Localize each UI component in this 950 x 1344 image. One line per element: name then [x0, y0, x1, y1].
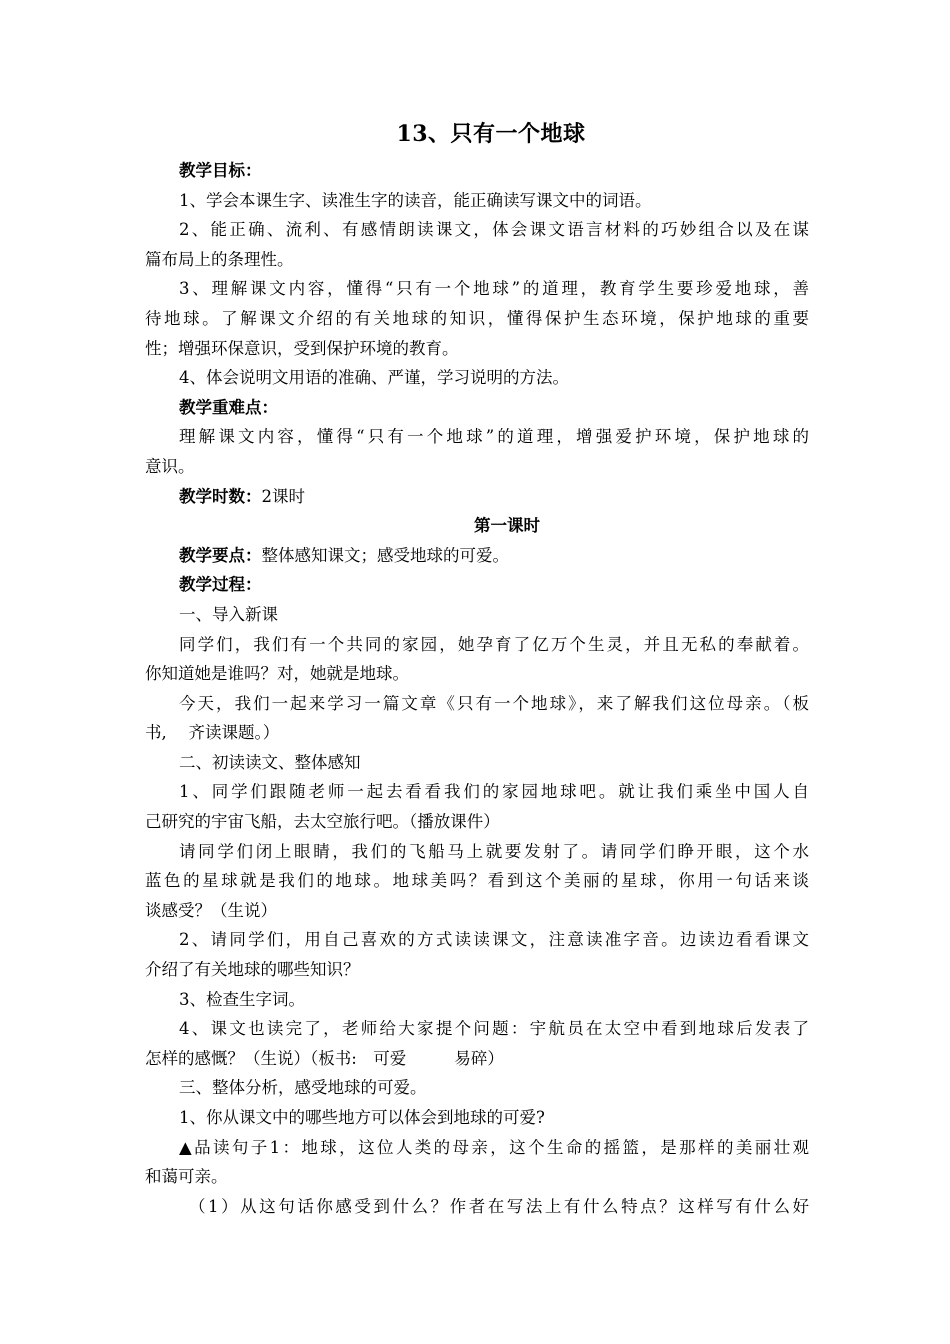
section-3-item-1: 1、你从课文中的哪些地方可以体会到地球的可爱?	[179, 1108, 545, 1127]
objective-item-2-line-1: 2、能正确、流利、有感情朗读课文，体会课文语言材料的巧妙组合以及在谋	[179, 220, 809, 240]
key-points-line-2: 意识。	[145, 456, 195, 476]
section-2-title: 二、初读读文、整体感知	[179, 752, 361, 772]
section-2-item-1-line-1: 1、同学们跟随老师一起去看看我们的家园地球吧。就让我们乘坐中国人自	[179, 782, 809, 802]
section-2-item-3: 3、检查生字词。	[179, 989, 305, 1009]
section-2-item-2-line-1: 2、请同学们，用自己喜欢的方式读读课文，注意读准字音。边读边看看课文	[179, 930, 809, 950]
objectives-heading: 教学目标：	[179, 161, 262, 180]
section-2-item-1-line-2: 己研究的宇宙飞船，去太空旅行吧。（播放课件）	[145, 812, 500, 832]
objective-item-2-line-2: 篇布局上的条理性。	[145, 249, 294, 269]
section-2-paragraph-line-3: 谈感受？（生说）	[145, 900, 277, 920]
document-page	[145, 118, 809, 1221]
section-1-title: 一、导入新课	[179, 604, 278, 624]
section-1-paragraph-2-line-2: 书, 齐读课题。）	[145, 723, 280, 743]
objective-item-3-line-1: 3、理解课文内容，懂得“只有一个地球”的道理，教育学生要珍爱地球，善	[179, 279, 809, 299]
section-2-item-4-line-2	[145, 1044, 809, 1074]
objective-item-3-line-3: 性；增强环保意识，受到保护环境的教育。	[145, 338, 459, 358]
section-2-item-2-line-2: 介绍了有关地球的哪些知识？	[145, 960, 360, 980]
section-1-paragraph-2-line-1: 今天，我们一起来学习一篇文章《只有一个地球》，来了解我们这位母亲。（板	[179, 693, 809, 713]
document-title: 13、只有一个地球	[396, 121, 586, 147]
lesson-1-focus-value: 整体感知课文；感受地球的可爱。	[261, 545, 509, 565]
teaching-hours-value: 2课时	[261, 486, 305, 506]
process-heading: 教学过程：	[179, 575, 262, 595]
lesson-1-heading: 第一课时	[474, 516, 540, 536]
section-3-title: 三、整体分析，感受地球的可爱。	[179, 1078, 427, 1098]
section-2-item-4-line-1: 4、课文也读完了，老师给大家提个问题：宇航员在太空中看到地球后发表了	[179, 1019, 809, 1039]
section-1-paragraph-1-line-2: 你知道她是谁吗？对，她就是地球。	[145, 664, 409, 684]
section-2-paragraph-line-1: 请同学们闭上眼睛，我们的飞船马上就要发射了。请同学们睁开眼，这个水	[179, 841, 809, 861]
section-2-item-4-line-2-part-b: 易碎）	[454, 1048, 504, 1068]
lesson-1-focus-label: 教学要点：	[179, 545, 262, 565]
key-points-heading: 教学重难点：	[179, 397, 278, 417]
key-points-line-1: 理解课文内容，懂得“只有一个地球”的道理，增强爱护环境，保护地球的	[179, 427, 809, 447]
teaching-hours-label: 教学时数：	[179, 486, 262, 506]
section-3-sub-question-1: （1）从这句话你感受到什么？作者在写法上有什么特点？这样写有什么好	[189, 1196, 809, 1216]
teaching-hours	[145, 482, 809, 512]
section-3-sentence-1-line-1: ▲品读句子1：地球，这位人类的母亲，这个生命的摇篮，是那样的美丽壮观	[179, 1137, 809, 1157]
section-2-paragraph-line-2: 蓝色的星球就是我们的地球。地球美吗？看到这个美丽的星球，你用一句话来谈	[145, 871, 809, 891]
lesson-1-focus	[145, 541, 809, 571]
objective-item-4: 4、体会说明文用语的准确、严谨，学习说明的方法。	[179, 368, 569, 388]
section-2-item-4-line-2-part-a: 怎样的感慨？（生说）（板书: 可爱	[145, 1048, 407, 1068]
section-3-sentence-1-line-2: 和蔼可亲。	[145, 1167, 228, 1187]
objective-item-1: 1、学会本课生字、读准生字的读音，能正确读写课文中的词语。	[179, 190, 652, 210]
section-1-paragraph-1-line-1: 同学们，我们有一个共同的家园，她孕育了亿万个生灵，并且无私的奉献着。	[179, 634, 809, 654]
objective-item-3-line-2: 待地球。了解课文介绍的有关地球的知识，懂得保护生态环境，保护地球的重要	[145, 308, 809, 328]
